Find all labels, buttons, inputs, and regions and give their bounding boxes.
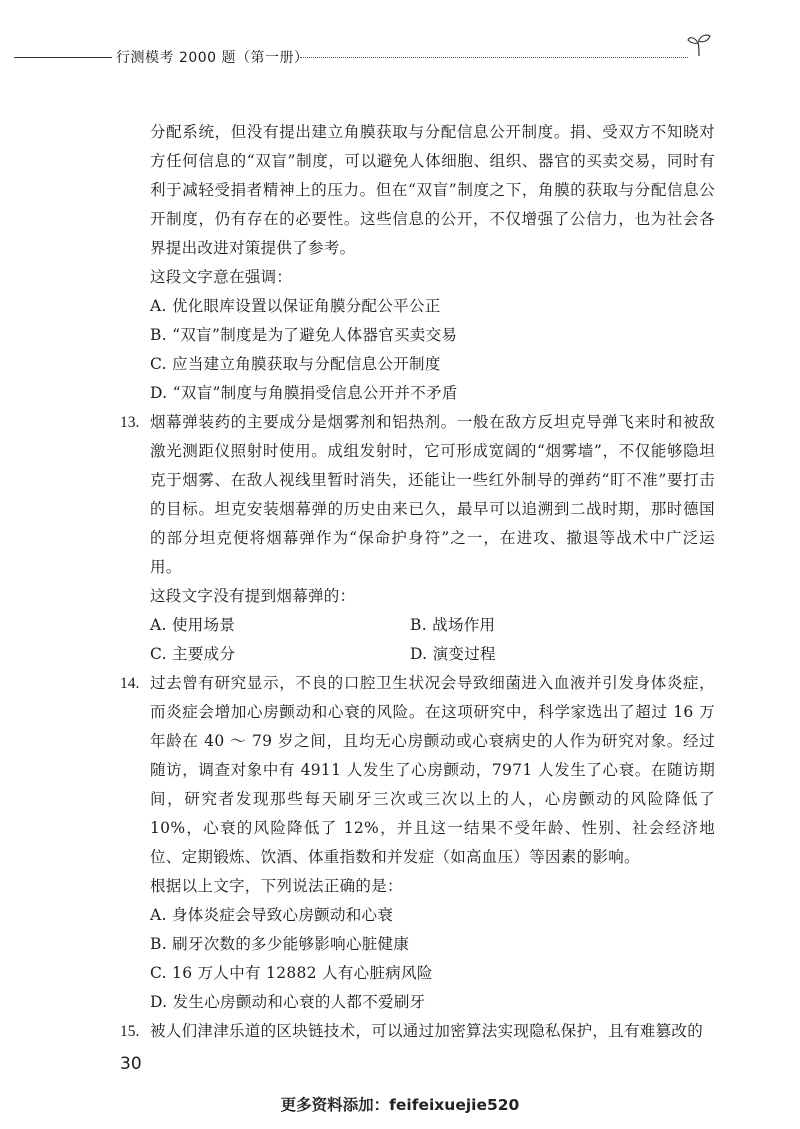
page-number: 30: [120, 1054, 142, 1074]
option-c: C. 应当建立角膜获取与分配信息公开制度: [150, 355, 441, 373]
footer-note: 更多资料添加：feifeixuejie520: [280, 1096, 520, 1114]
option-c: C. 16 万人中有 12882 人有心脏病风险: [150, 964, 433, 982]
option-d: D. 发生心房颤动和心衰的人都不爱刷牙: [150, 993, 426, 1011]
question-12-continuation: [120, 118, 715, 408]
passage-text: 被人们津津乐道的区块链技术，可以通过加密算法实现隐私保护，且有难篡改的: [150, 1022, 704, 1040]
question-15: [120, 1017, 715, 1046]
question-13: [120, 408, 715, 669]
passage-text: 过去曾有研究显示，不良的口腔卫生状况会导致细菌进入血液并引发身体炎症，而炎症会增加心房颤动和心衰的风险。在这项研究中，科学家选出了超过 16 万年龄在 40 ～ 79 岁之间，且均无心房颤动或心衰病史的人作为研究对象。经过随访，调查对象中有 4911 人发生了心房颤动，7971 人发生了心衰。在随访期间，研究者发现那些每天刷牙三次或三次以上的人，心房颤动的风险降低了 10%，心衰的风险降低了 12%，并且这一结果不受年龄、性别、社会经济地位、定期锻炼、饮酒、体重指数和并发症（如高血压）等因素的影响。: [150, 674, 715, 866]
passage-text: 分配系统，但没有提出建立角膜获取与分配信息公开制度。捐、受双方不知晓对方任何信息的“双盲”制度，可以避免人体细胞、组织、器官的买卖交易，同时有利于减轻受捐者精神上的压力。但在“双盲”制度之下，角膜的获取与分配信息公开制度，仍有存在的必要性。这些信息的公开，不仅增强了公信力，也为社会各界提出改进对策提供了参考。: [150, 123, 715, 257]
sprout-icon: [686, 32, 712, 58]
option-d: D. 演变过程: [410, 645, 496, 663]
option-a: A. 使用场景: [150, 616, 236, 634]
option-a: A. 身体炎症会导致心房颤动和心衰: [150, 906, 394, 924]
options-grid: [150, 611, 715, 669]
header-rule-right: [300, 57, 688, 58]
header-rule-left: [14, 57, 112, 58]
option-c: C. 主要成分: [150, 645, 236, 663]
question-number: 14.: [120, 675, 140, 692]
option-b: B. “双盲”制度是为了避免人体器官买卖交易: [150, 326, 458, 344]
option-b: B. 刷牙次数的多少能够影响心脏健康: [150, 935, 410, 953]
book-title: 行测模考 2000 题（第一册）: [116, 50, 309, 66]
question-number: 15.: [120, 1023, 140, 1040]
question-number: 13.: [120, 414, 140, 431]
option-b: B. 战场作用: [410, 616, 496, 634]
question-prompt: 这段文字没有提到烟幕弹的：: [150, 587, 356, 605]
page-header: [0, 40, 800, 70]
passage-text: 烟幕弹装药的主要成分是烟雾剂和铝热剂。一般在敌方反坦克导弹飞来时和被敌激光测距仪照射时使用。成组发射时，它可形成宽阔的“烟雾墙”，不仅能够隐坦克于烟雾、在敌人视线里暂时消失，还能让一些红外制导的弹药“盯不准”要打击的目标。坦克安装烟幕弹的历史由来已久，最早可以追溯到二战时期，那时德国的部分坦克便将烟幕弹作为“保命护身符”之一，在进攻、撤退等战术中广泛运用。: [150, 413, 715, 576]
question-14: [120, 669, 715, 1017]
question-prompt: 根据以上文字，下列说法正确的是：: [150, 877, 403, 895]
question-prompt: 这段文字意在强调：: [150, 268, 293, 286]
option-d: D. “双盲”制度与角膜捐受信息公开并不矛盾: [150, 384, 458, 402]
page-content: [120, 118, 715, 1046]
option-a: A. 优化眼库设置以保证角膜分配公平公正: [150, 297, 441, 315]
